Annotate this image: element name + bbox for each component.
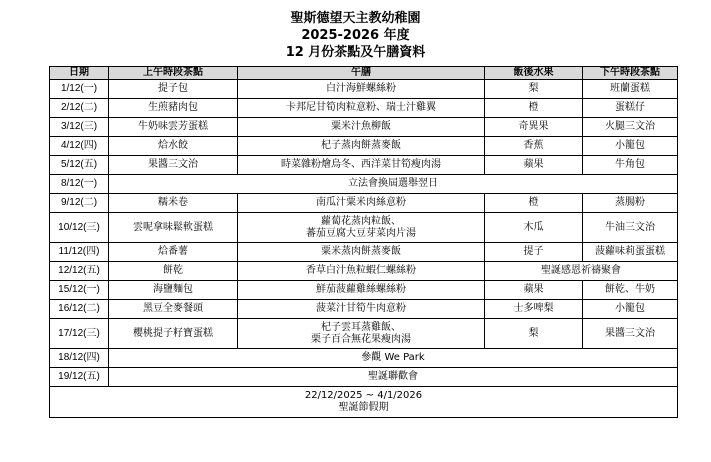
fruit-cell: 蘋果: [485, 156, 583, 175]
table-row: [50, 300, 678, 319]
column-header-date: 日期: [50, 67, 109, 80]
table-row: [50, 194, 678, 213]
am-snack-cell: 黑豆全麥餐頭: [109, 300, 238, 319]
pm-snack-cell: 小籠包: [583, 137, 678, 156]
fruit-cell: 提子: [485, 243, 583, 262]
pm-snack-cell: 菠蘿味莉蛋蛋糕: [583, 243, 678, 262]
date-cell: 17/12(三): [50, 319, 109, 349]
column-header-pm-snack: 下午時段茶點: [583, 67, 678, 80]
am-snack-cell: 餅乾: [109, 262, 238, 281]
am-snack-cell: 果醬三文治: [109, 156, 238, 175]
column-header-am-snack: 上午時段茶點: [109, 67, 238, 80]
date-cell: 5/12(五): [50, 156, 109, 175]
pm-snack-cell: 蒸腸粉: [583, 194, 678, 213]
am-snack-cell: 海鹽麵包: [109, 281, 238, 300]
date-cell: 10/12(三): [50, 213, 109, 243]
pm-snack-cell: 蛋糕仔: [583, 99, 678, 118]
fruit-cell: 士多啤梨: [485, 300, 583, 319]
table-row: [50, 281, 678, 300]
date-cell: 11/12(四): [50, 243, 109, 262]
lunch-cell: 南瓜汁粟米肉絲意粉: [238, 194, 485, 213]
date-cell: 1/12(一): [50, 80, 109, 99]
pm-snack-cell: 果醬三文治: [583, 319, 678, 349]
lunch-cell: 香草白汁魚粒蝦仁螺絲粉: [238, 262, 485, 281]
table-row: [50, 156, 678, 175]
pm-snack-cell: 牛角包: [583, 156, 678, 175]
table-row: [50, 80, 678, 99]
event-cell: 聖誕感恩祈禱聚會: [485, 262, 678, 281]
lunch-cell: 粟米蒸肉餅蒸麥飯: [238, 243, 485, 262]
date-cell: 12/12(五): [50, 262, 109, 281]
am-snack-cell: 烚水餃: [109, 137, 238, 156]
table-row: [50, 99, 678, 118]
pm-snack-cell: 火腿三文治: [583, 118, 678, 137]
date-cell: 2/12(二): [50, 99, 109, 118]
table-row-notice: [50, 349, 678, 368]
fruit-cell: 橙: [485, 99, 583, 118]
lunch-line: 杞子雲耳蒸雞飯、: [321, 321, 401, 333]
header: [0, 10, 711, 61]
table-row: [50, 243, 678, 262]
date-cell: 19/12(五): [50, 368, 109, 387]
notice-cell: 參觀 We Park: [109, 349, 678, 368]
fruit-cell: 橙: [485, 194, 583, 213]
lunch-line: 栗子百合無花果瘦肉湯: [311, 333, 411, 345]
table-row: [50, 262, 678, 281]
table-row: [50, 137, 678, 156]
date-cell: 18/12(四): [50, 349, 109, 368]
am-snack-cell: 糯米卷: [109, 194, 238, 213]
fruit-cell: 蘋果: [485, 281, 583, 300]
lunch-cell: [238, 319, 485, 349]
pm-snack-cell: 小籠包: [583, 300, 678, 319]
menu-table: [49, 66, 678, 418]
lunch-cell: [238, 213, 485, 243]
table-row: [50, 213, 678, 243]
table-row-notice: [50, 175, 678, 194]
lunch-cell: 粟米汁魚柳飯: [238, 118, 485, 137]
page-title: 12 月份茶點及午膳資料: [285, 45, 426, 60]
am-snack-cell: 提子包: [109, 80, 238, 99]
pm-snack-cell: 牛油三文治: [583, 213, 678, 243]
lunch-cell: 鮮茄菠蘿雞絲螺絲粉: [238, 281, 485, 300]
date-cell: 16/12(二): [50, 300, 109, 319]
lunch-line: 蕃茄豆腐大豆芽菜肉片湯: [306, 227, 416, 239]
lunch-cell: 菠菜汁甘筍牛肉意粉: [238, 300, 485, 319]
am-snack-cell: 牛奶味雲芳蛋糕: [109, 118, 238, 137]
date-cell: 4/12(四): [50, 137, 109, 156]
school-year: 2025-2026 年度: [301, 28, 410, 43]
date-cell: 8/12(一): [50, 175, 109, 194]
column-header-lunch: 午膳: [238, 67, 485, 80]
notice-cell: 聖誕聯歡會: [109, 368, 678, 387]
lunch-cell: 白汁海鮮螺絲粉: [238, 80, 485, 99]
am-snack-cell: 櫻桃提子籽寶蛋糕: [109, 319, 238, 349]
fruit-cell: 香蕉: [485, 137, 583, 156]
fruit-cell: 奇異果: [485, 118, 583, 137]
table-row: [50, 319, 678, 349]
date-cell: 3/12(三): [50, 118, 109, 137]
am-snack-cell: 雲呢拿味鬆軟蛋糕: [109, 213, 238, 243]
holiday-cell: [50, 387, 678, 418]
lunch-cell: 卡邦尼甘筍肉粒意粉、瑞士汁雞翼: [238, 99, 485, 118]
fruit-cell: 梨: [485, 319, 583, 349]
date-cell: 15/12(一): [50, 281, 109, 300]
am-snack-cell: 烚番薯: [109, 243, 238, 262]
pm-snack-cell: 班蘭蛋糕: [583, 80, 678, 99]
holiday-label: 聖誕節假期: [338, 402, 389, 413]
notice-cell: 立法會換屆選舉翌日: [109, 175, 678, 194]
lunch-line: 蘿蔔花蒸肉粒飯、: [321, 215, 401, 227]
column-header-fruit: 飯後水果: [485, 67, 583, 80]
pm-snack-cell: 餅乾、牛奶: [583, 281, 678, 300]
am-snack-cell: 生煎豬肉包: [109, 99, 238, 118]
school-name: 聖斯德望天主教幼稚園: [290, 11, 421, 26]
table-row: [50, 118, 678, 137]
date-cell: 9/12(二): [50, 194, 109, 213]
lunch-cell: 時菜雜粉燴烏冬、西洋菜甘筍瘦肉湯: [238, 156, 485, 175]
holiday-row: [50, 387, 678, 418]
lunch-cell: 杞子蒸肉餅蒸麥飯: [238, 137, 485, 156]
holiday-date-range: 22/12/2025 ~ 4/1/2026: [304, 390, 423, 401]
fruit-cell: 木瓜: [485, 213, 583, 243]
table-header-row: [50, 67, 678, 80]
table-row-notice: [50, 368, 678, 387]
fruit-cell: 梨: [485, 80, 583, 99]
